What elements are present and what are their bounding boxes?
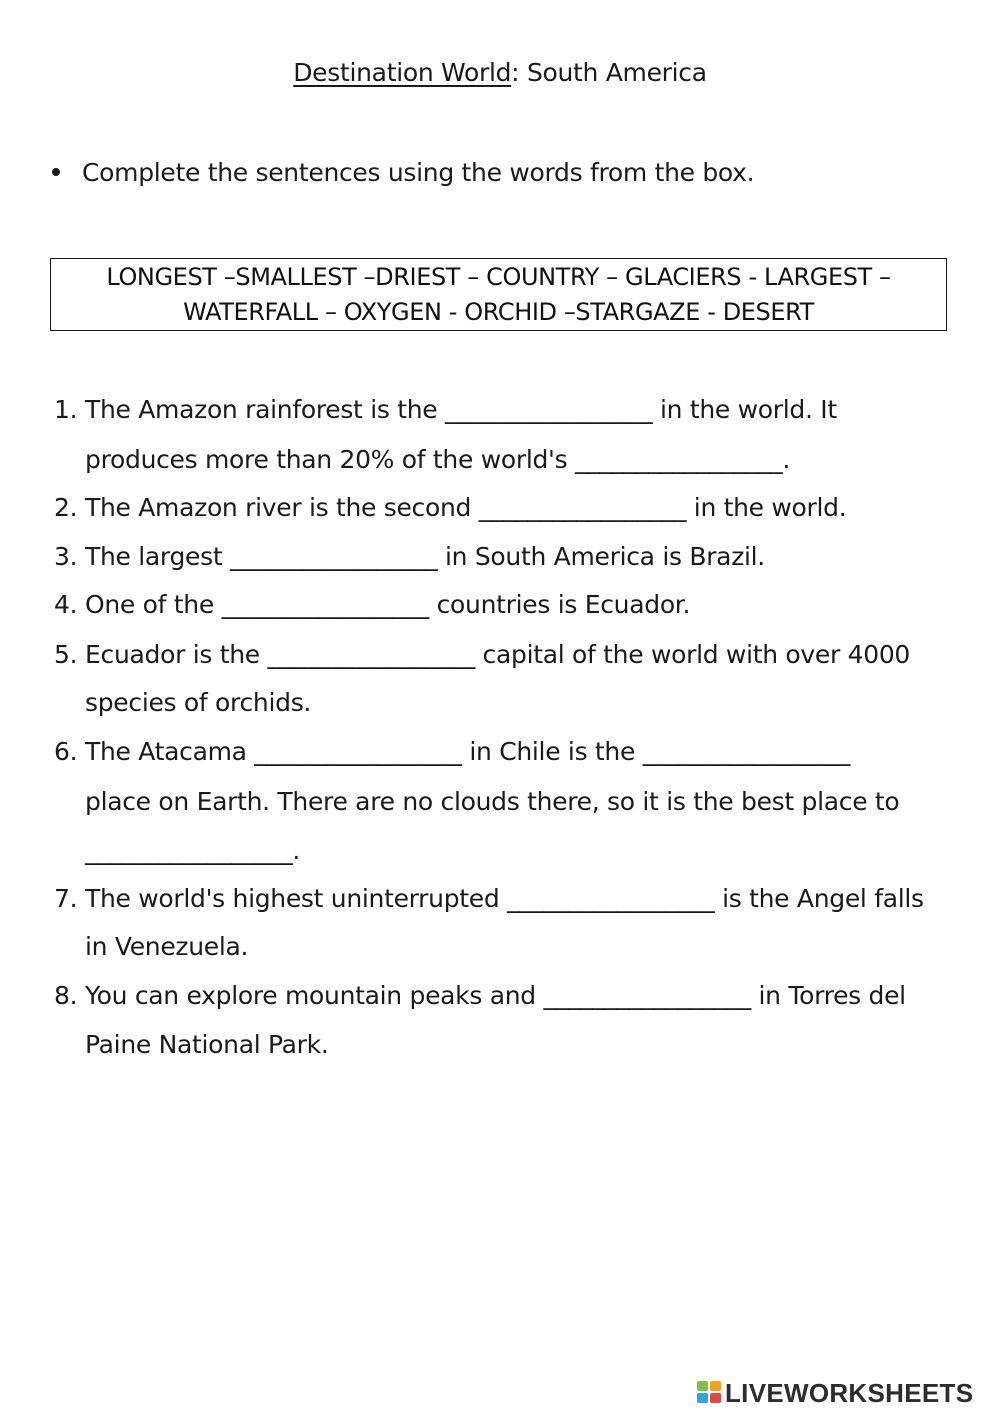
question-number: 6. [54, 737, 78, 766]
question-1-continuation: produces more than 20% of the world's _________________. [85, 445, 791, 474]
question-number: 8. [54, 981, 78, 1010]
question-number: 5. [54, 640, 78, 669]
word-box-line-1: LONGEST –SMALLEST –DRIEST – COUNTRY – GLACIERS - LARGEST – [106, 263, 891, 291]
question-6 [54, 737, 850, 766]
word-box [50, 258, 947, 331]
question-1 [54, 395, 837, 424]
question-6-continuation: place on Earth. There are no clouds there, so it is the best place to [85, 787, 900, 816]
question-2 [54, 493, 846, 522]
question-5-continuation: species of orchids. [85, 688, 312, 717]
question-5 [54, 640, 910, 669]
bullet-icon [52, 168, 60, 176]
logo-text: LIVEWORKSHEETS [725, 1377, 974, 1408]
title-underlined: Destination World [293, 58, 512, 87]
liveworksheets-logo[interactable] [697, 1379, 973, 1407]
word-box-line-2: WATERFALL – OXYGEN - ORCHID –STARGAZE - DESERT [183, 298, 814, 326]
title-rest: : South America [511, 58, 707, 87]
instruction [52, 158, 754, 187]
question-text: The largest _________________ in South America is Brazil. [85, 542, 765, 571]
liveworksheets-logo-icon [697, 1381, 723, 1405]
question-7-continuation: in Venezuela. [85, 932, 249, 961]
question-7 [54, 884, 924, 913]
instruction-text: Complete the sentences using the words from the box. [82, 158, 755, 187]
question-number: 2. [54, 493, 78, 522]
question-text: The Amazon river is the second _________________ in the world. [85, 493, 847, 522]
question-text: One of the _________________ countries is Ecuador. [85, 590, 691, 619]
question-number: 1. [54, 395, 78, 424]
question-6-continuation-2: _________________. [85, 836, 301, 865]
page-title [0, 58, 1000, 87]
question-text: The Amazon rainforest is the _________________ in the world. It [85, 395, 837, 424]
question-8-continuation: Paine National Park. [85, 1030, 329, 1059]
question-number: 3. [54, 542, 78, 571]
question-number: 4. [54, 590, 78, 619]
question-text: The world's highest uninterrupted _________________ is the Angel falls [85, 884, 924, 913]
question-text: Ecuador is the _________________ capital of the world with over 4000 [85, 640, 911, 669]
question-text: You can explore mountain peaks and _________________ in Torres del [85, 981, 906, 1010]
question-3 [54, 542, 765, 571]
question-8 [54, 981, 906, 1010]
question-4 [54, 590, 690, 619]
question-number: 7. [54, 884, 78, 913]
question-text: The Atacama _________________ in Chile is the _________________ [85, 737, 851, 766]
